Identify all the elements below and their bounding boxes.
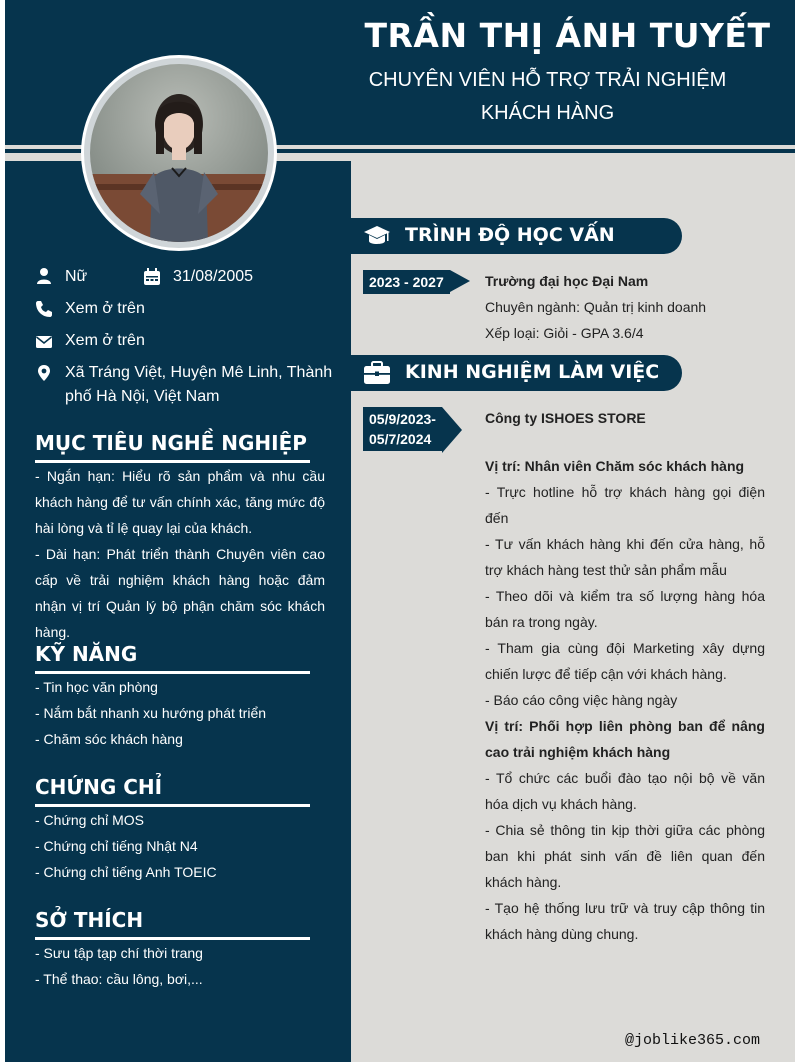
job-title-line2: KHÁCH HÀNG (480, 102, 615, 124)
resume-page (5, 0, 795, 1062)
address-value (65, 361, 335, 409)
certificates-list (35, 807, 325, 885)
job-title (350, 64, 745, 130)
calendar-icon (143, 268, 161, 286)
duty-item: - Báo cáo công việc hàng ngày (485, 692, 678, 708)
duty-item: - Tạo hệ thống lưu trữ và truy cập thông tin khách hàng dùng chung. (485, 900, 765, 942)
objective-text (35, 463, 325, 645)
birthdate-value: 31/08/2005 (173, 268, 254, 285)
skill-item: - Tin học văn phòng (35, 679, 158, 695)
user-icon (35, 267, 53, 285)
certificate-item: - Chứng chỉ tiếng Nhật N4 (35, 838, 198, 854)
objective-long-term: - Dài hạn: Phát triển thành Chuyên viên cao cấp về trải nghiệm khách hàng hoặc đảm nhận vị trí Quản lý bộ phận chăm sóc khách hàng. (35, 546, 325, 640)
hobby-item: - Sưu tập tạp chí thời trang (35, 945, 203, 961)
sidebar (5, 161, 351, 1062)
watermark: @joblike365.com (625, 1032, 761, 1049)
skill-item: - Chăm sóc khách hàng (35, 731, 183, 747)
education-heading: TRÌNH ĐỘ HỌC VẤN (405, 224, 615, 246)
certificate-item: - Chứng chỉ MOS (35, 812, 144, 828)
candidate-name: TRẦN THỊ ÁNH TUYẾT (364, 16, 771, 55)
certificates-heading: CHỨNG CHỈ (35, 775, 163, 799)
duty-item: - Chia sẻ thông tin kịp thời giữa các phòng ban khi phát sinh vấn đề liên quan đến khách hàng. (485, 822, 765, 890)
hobbies-list (35, 940, 325, 992)
duty-item: - Tham gia cùng đội Marketing xây dựng chiến lược để tiếp cận với khách hàng. (485, 640, 765, 682)
skills-heading: KỸ NĂNG (35, 642, 138, 666)
skill-item: - Nắm bắt nhanh xu hướng phát triển (35, 705, 267, 721)
education-major: Chuyên ngành: Quản trị kinh doanh (485, 299, 707, 315)
objective-heading: MỤC TIÊU NGHỀ NGHIỆP (35, 431, 307, 455)
experience-heading: KINH NGHIỆM LÀM VIỆC (405, 361, 660, 383)
address-line1: Xã Tráng Việt, Huyện Mê Linh, Thành (65, 364, 333, 381)
education-details (485, 268, 765, 346)
duty-item: - Trực hotline hỗ trợ khách hàng gọi điện đến (485, 484, 765, 526)
hobby-item: - Thể thao: cầu lông, bơi,... (35, 971, 203, 987)
experience-period-end: 05/7/2024 (369, 431, 432, 447)
graduation-cap-icon (363, 224, 391, 248)
experience-period (363, 407, 442, 451)
certificate-item: - Chứng chỉ tiếng Anh TOEIC (35, 864, 217, 880)
email-value: Xem ở trên (65, 332, 145, 349)
school-name: Trường đại học Đại Nam (485, 273, 649, 289)
skills-list (35, 674, 325, 752)
profile-photo (90, 64, 268, 242)
objective-short-term: - Ngắn hạn: Hiểu rõ sản phẩm và nhu cầu khách hàng để tư vấn chính xác, tăng mức độ hài lòng và tỉ lệ quay lại của khách. (35, 468, 325, 536)
location-pin-icon (35, 364, 53, 382)
phone-icon (35, 300, 53, 318)
role2-title: Vị trí: Phối hợp liên phòng ban để nâng cao trải nghiệm khách hàng (485, 718, 765, 760)
education-header (351, 218, 682, 254)
experience-period-start: 05/9/2023- (369, 411, 436, 427)
envelope-icon (35, 333, 53, 351)
experience-details (485, 405, 765, 947)
education-grade: Xếp loại: Giỏi - GPA 3.6/4 (485, 325, 644, 341)
person-silhouette-icon (90, 64, 268, 242)
experience-header (351, 355, 682, 391)
duty-item: - Tư vấn khách hàng khi đến cửa hàng, hỗ trợ khách hàng test thử sản phẩm mẫu (485, 536, 765, 578)
hobbies-heading: SỞ THÍCH (35, 908, 144, 932)
duty-item: - Theo dõi và kiểm tra số lượng hàng hóa bán ra trong ngày. (485, 588, 765, 630)
briefcase-icon (363, 361, 391, 385)
address-line2: phố Hà Nội, Việt Nam (65, 388, 220, 405)
gender-value: Nữ (65, 268, 88, 285)
role1-title: Vị trí: Nhân viên Chăm sóc khách hàng (485, 458, 745, 474)
job-title-line1: CHUYÊN VIÊN HỖ TRỢ TRẢI NGHIỆM (368, 69, 727, 91)
phone-value: Xem ở trên (65, 300, 145, 317)
education-period: 2023 - 2027 (363, 270, 450, 294)
company-name: Công ty ISHOES STORE (485, 410, 646, 426)
duty-item: - Tổ chức các buổi đào tạo nội bộ về văn hóa dịch vụ khách hàng. (485, 770, 765, 812)
